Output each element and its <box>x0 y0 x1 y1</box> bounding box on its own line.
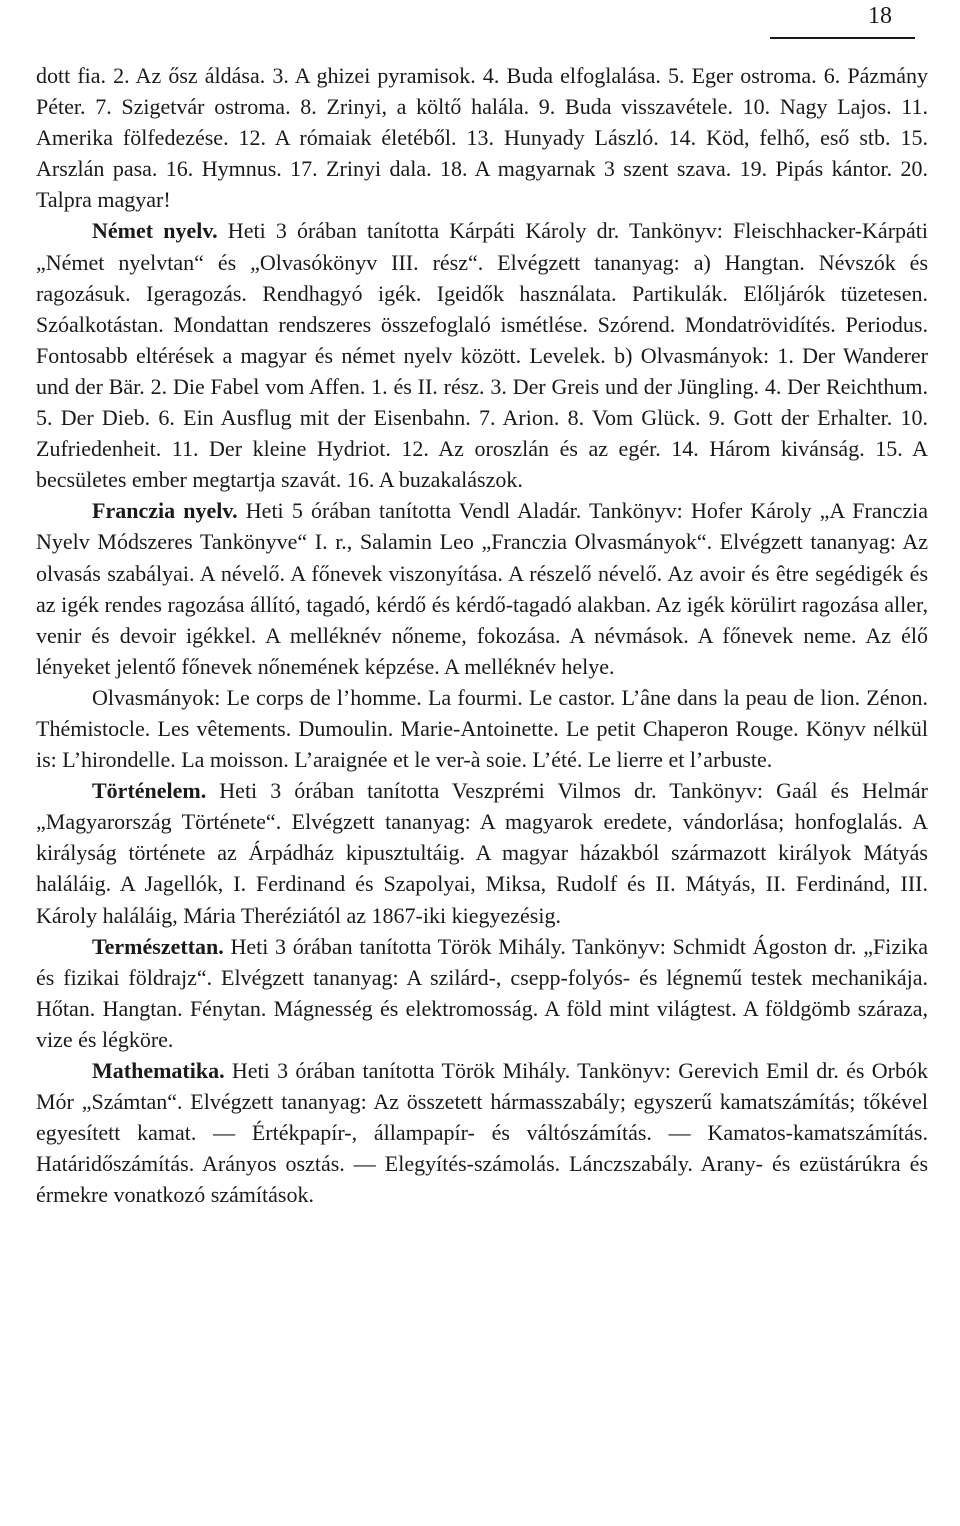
paragraph-mathematika <box>36 1055 928 1210</box>
paragraph-text: Heti 5 órában tanította Vendl Aladár. Tankönyv: Hofer Károly „A Franczia Nyelv Módszeres Tankönyve“ I. r., Salamin Leo „Franczia Olvasmányok“. Elvégzett tananyag: Az olvasás szabályai. A névelő. A főnevek viszonyítása. A részelő névelő. Az avoir és être segédigék és az igék rendes ragozása állító, tagadó, kérdő és kérdő-tagadó alakban. Az igék körülirt ragozása aller, venir és devoir igékkel. A melléknév nőneme, fokozása. A névmások. A főnevek neme. Az élő lényeket jelentő főnevek nőnemének képzése. A melléknév helye. <box>36 498 928 679</box>
page-body <box>36 60 928 1210</box>
section-heading-franczia-nyelv: Francziа nyelv. <box>92 498 238 524</box>
paragraph-tortenelem <box>36 775 928 930</box>
page-number: 18 <box>868 3 892 29</box>
paragraph-text: Heti 3 órában tanította Török Mihály. Tankönyv: Gerevich Emil dr. és Orbók Mór „Számtan“. Elvégzett tananyag: Az összetett hármasszabály; egyszerű kamatszámítás; tőkével egyesített kamat. — Értékpapír-, állampapír- és váltószámítás. — Kamatos-kamatszámítás. Határidőszámítás. Arányos osztás. — Elegyítés-számolás. Lánczszabály. Arany- és ezüstárúkra és érmekre vonatkozó számítások. <box>36 1058 928 1208</box>
paragraph-nemet-nyelv <box>36 215 928 495</box>
section-heading-nemet-nyelv: Német nyelv. <box>92 218 218 244</box>
section-heading-tortenelem: Történelem. <box>92 778 207 804</box>
section-heading-mathematika: Mathematika. <box>92 1058 225 1083</box>
paragraph-olvasmanyok <box>36 682 928 775</box>
section-heading-termeszettan: Természettan. <box>92 933 224 959</box>
paragraph-text: Heti 3 órában tanította Kárpáti Károly dr. Tankönyv: Fleischhacker-Kárpáti „Német nyelvtan“ és „Olvasókönyv III. rész“. Elvégzett tananyag: a) Hangtan. Névszók és ragozásuk. Igeragozás. Rendhagyó igék. Igeidők használata. Partikulák. Előljárók tüzetesen. Szóalkotástan. Mondattan rendszeres összefoglaló ismétlése. Szórend. Mondatrövidítés. Periodus. Fontosabb eltérések a magyar és német nyelv között. Levelek. b) Olvasmányok: 1. Der Wanderer und der Bär. 2. Die Fabel vom Affen. 1. és II. rész. 3. Der Greis und der Jüngling. 4. Der Reichthum. 5. Der Dieb. 6. Ein Ausflug mit der Eisenbahn. 7. Arion. 8. Vom Glück. 9. Gott der Erhalter. 10. Zufriedenheit. 11. Der kleine Hydriot. 12. Az oroszlán és az egér. 14. Három kivánság. 15. A becsületes ember megtartja szavát. 16. A buzakalászok. <box>36 218 929 493</box>
paragraph-text: Heti 3 órában tanította Török Mihály. Tankönyv: Schmidt Ágoston dr. „Fizika és fizikai földrajz“. Elvégzett tananyag: A szilárd-, csepp-folyós- és légnemű testek mechanikája. Hőtan. Hangtan. Fénytan. Mágnesség és elektromosság. A föld mint világtest. A földgömb száraza, vize és légköre. <box>36 933 928 1052</box>
paragraph-franczia-nyelv <box>36 495 928 682</box>
paragraph-termeszettan <box>36 931 928 1055</box>
paragraph-text: dott fia. 2. Az ősz áldása. 3. A ghizei pyramisok. 4. Buda elfoglalása. 5. Eger ostroma. 6. Pázmány Péter. 7. Szigetvár ostroma. 8. Zrinyi, a költő halála. 9. Buda visszavétele. 10. Nagy Lajos. 11. Amerika fölfedezése. 12. A rómaiak életéből. 13. Hunyady László. 14. Köd, felhő, eső stb. 15. Arszlán pasa. 16. Hymnus. 17. Zrinyi dala. 18. A magyarnak 3 szent szava. 19. Pipás kántor. 20. Talpra magyar! <box>36 63 928 213</box>
header-rule <box>770 37 915 39</box>
paragraph-continuation <box>36 60 928 215</box>
paragraph-text: Heti 3 órában tanította Veszprémi Vilmos dr. Tankönyv: Gaál és Helmár „Magyarország Története“. Elvégzett tananyag: A magyarok eredete, vándorlása; honfoglalás. A királyság története az Árpádház kipusztultáig. A magyar házakból származott királyok Mátyás haláláig. A Jagellók, I. Ferdinand és Szapolyai, Miksa, Rudolf és II. Mátyás, II. Ferdinánd, III. Károly haláláig, Mária Theréziától az 1867-iki kiegyezésig. <box>36 778 928 928</box>
paragraph-text: Olvasmányok: Le corps de l’homme. La fourmi. Le castor. L’âne dans la peau de lion. Zénon. Thémistocle. Les vêtements. Dumoulin. Marie-Antoinette. Le petit Chaperon Rouge. Könyv nélkül is: L’hirondelle. La moisson. L’araignée et le ver-à soie. L’été. Le lierre et l’arbuste. <box>36 684 928 773</box>
